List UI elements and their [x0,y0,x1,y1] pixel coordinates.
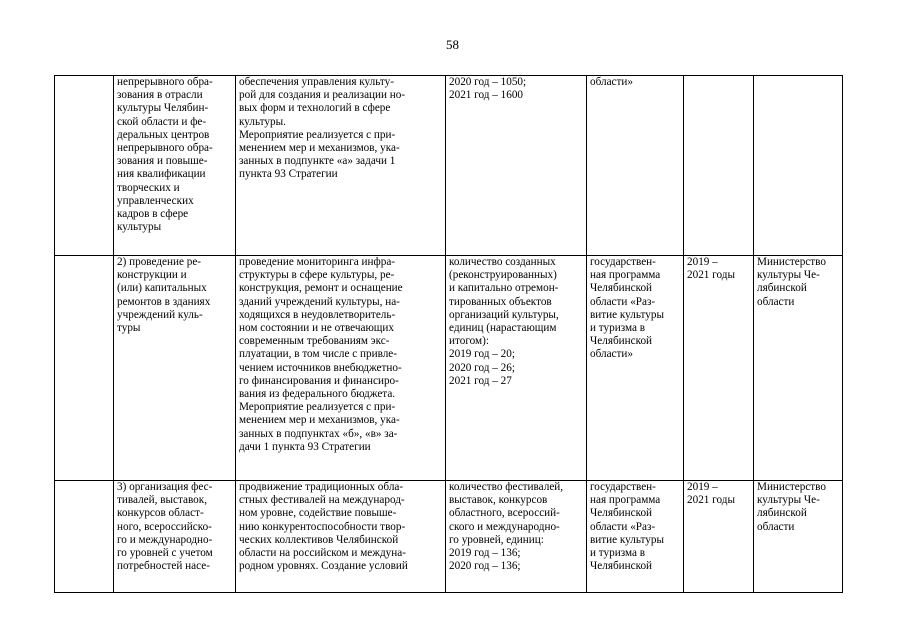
task-cell [114,481,236,593]
cell-line: 2019 – [687,256,718,268]
measures-table [54,75,843,593]
cell-line: области «Раз- [590,295,656,308]
cell-line: зданий учреждений культуры, на- [239,295,400,308]
task-cell [114,76,236,256]
number-cell [55,76,114,256]
cell-line: вых форм и технологий в сфере [239,102,391,115]
cell-line: Челябинской [590,282,653,295]
cell-line: организаций культуры, [449,308,559,321]
program-cell [587,76,684,256]
cell-line: 2020 год – 136; [449,560,521,573]
cell-line: вания из федерального бюджета. [239,388,396,401]
cell-line: витие культуры [590,308,664,321]
cell-line: ная программа [590,494,661,507]
cell-line: чением источников внебюджетно- [239,361,402,374]
cell-line: и туризма в [590,322,646,335]
cell-line: нию конкурентоспособности твор- [239,520,406,533]
cell-line: управленческих [117,194,194,207]
cell-line: рой для создания и реализации но- [239,89,406,102]
cell-line: ном состоянии и не отвечающих [239,322,394,335]
table-row [55,481,843,593]
cell-line: Министерство [757,481,826,493]
cell-line: Челябинской [590,335,653,348]
cell-line: ремонтов в зданиях [117,295,211,308]
cell-line: 2020 год – 26; [449,361,515,374]
table-row [55,76,843,256]
cell-line: обеспечения управления культу- [239,76,394,88]
cell-line: и капитально отремон- [449,282,559,295]
cell-line: тированных объектов [449,295,552,308]
cell-line: области» [590,76,633,88]
indicator-cell [446,76,587,256]
cell-line: плуатации, в том числе с привле- [239,348,397,361]
cell-line: ского и международно- [449,520,560,533]
cell-line: современным требованиям экс- [239,335,390,348]
cell-line: культуры [117,221,162,234]
cell-line: ного, всероссийско- [117,520,212,533]
task-cell [114,256,236,481]
measure-cell [236,256,446,481]
cell-line: 2020 год – 1050; [449,76,527,88]
cell-line: Челябинской [590,507,653,520]
program-cell [587,256,684,481]
cell-line: области «Раз- [590,520,656,533]
cell-line: менением мер и механизмов, ука- [239,142,400,155]
cell-line: тивалей, выставок, [117,494,207,507]
cell-line: области [757,520,795,533]
cell-line: Челябинской [590,560,653,573]
measure-cell [236,481,446,593]
cell-line: творческих и [117,181,180,194]
cell-line: области» [590,348,633,361]
cell-line: ния квалификации [117,168,206,181]
cell-line: занных в подпунктах «б», «в» за- [239,427,398,440]
cell-line: го уровней с учетом [117,547,213,560]
program-cell [587,481,684,593]
cell-line: государствен- [590,256,656,268]
cell-line: Министерство [757,256,826,268]
cell-line: ходящихся в неудовлетворитель- [239,308,396,321]
cell-line: лябинской [757,282,807,295]
cell-line: потребностей насе- [117,560,210,573]
cell-line: конструкция, ремонт и оснащение [239,282,403,295]
cell-line: области на российском и междуна- [239,547,406,560]
cell-line: культуры. [239,115,286,128]
cell-line: го финансирования и финансиро- [239,374,399,387]
cell-line: итогом): [449,335,489,348]
cell-line: количество фестивалей, [449,481,564,493]
cell-line: 2021 год – 1600 [449,89,524,102]
cell-line: государствен- [590,481,656,493]
cell-line: менением мер и механизмов, ука- [239,414,400,427]
cell-line: (или) капитальных [117,282,207,295]
executor-cell [754,76,843,256]
cell-line: единиц (нарастающим [449,322,557,335]
number-cell [55,481,114,593]
period-cell [684,76,754,256]
cell-line: 3) организация фес- [117,481,213,493]
cell-line: продвижение традиционных обла- [239,481,404,493]
cell-line: туры [117,322,141,335]
cell-line: 2019 год – 136; [449,547,521,560]
executor-cell [754,256,843,481]
cell-line: ная программа [590,269,661,282]
measure-cell [236,76,446,256]
cell-line: ном уровне, содействие повыше- [239,507,397,520]
cell-line: непрерывного обра- [117,142,213,155]
cell-line: конкурсов област- [117,507,204,520]
cell-line: выставок, конкурсов [449,494,548,507]
period-cell [684,256,754,481]
cell-line: ской области и фе- [117,115,207,128]
cell-line: занных в подпункте «а» задачи 1 [239,155,396,168]
table-row [55,256,843,481]
cell-line: деральных центров [117,128,210,141]
cell-line: (реконструированных) [449,269,557,282]
cell-line: зования и повыше- [117,155,208,168]
cell-line: культуры Че- [757,269,820,282]
cell-line: пункта 93 Стратегии [239,168,338,181]
page-number: 58 [446,37,459,52]
indicator-cell [446,481,587,593]
cell-line: структуры в сфере культуры, ре- [239,269,395,282]
number-cell [55,256,114,481]
cell-line: ческих коллективов Челябинской [239,533,399,546]
cell-line: области [757,295,795,308]
cell-line: культуры Че- [757,494,820,507]
cell-line: 2019 год – 20; [449,348,515,361]
cell-line: 2) проведение ре- [117,256,202,268]
cell-line: дачи 1 пункта 93 Стратегии [239,440,371,453]
cell-line: стных фестивалей на международ- [239,494,405,507]
cell-line: Мероприятие реализуется с при- [239,128,396,141]
cell-line: го уровней, единиц: [449,533,544,546]
cell-line: го и международно- [117,533,213,546]
cell-line: 2019 – [687,481,718,493]
cell-line: количество созданных [449,256,556,268]
cell-line: 2021 годы [687,494,735,507]
executor-cell [754,481,843,593]
cell-line: учреждений куль- [117,308,203,321]
cell-line: непрерывного обра- [117,76,213,88]
cell-line: областного, всероссий- [449,507,560,520]
cell-line: лябинской [757,507,807,520]
cell-line: конструкции и [117,269,187,282]
period-cell [684,481,754,593]
cell-line: родном уровнях. Создание условий [239,560,408,573]
cell-line: витие культуры [590,533,664,546]
cell-line: проведение мониторинга инфра- [239,256,396,268]
cell-line: 2021 год – 27 [449,374,512,387]
cell-line: и туризма в [590,547,646,560]
cell-line: кадров в сфере [117,208,189,221]
cell-line: культуры Челябин- [117,102,209,115]
cell-line: Мероприятие реализуется с при- [239,401,396,414]
indicator-cell [446,256,587,481]
cell-line: 2021 годы [687,269,735,282]
cell-line: зования в отрасли [117,89,203,102]
